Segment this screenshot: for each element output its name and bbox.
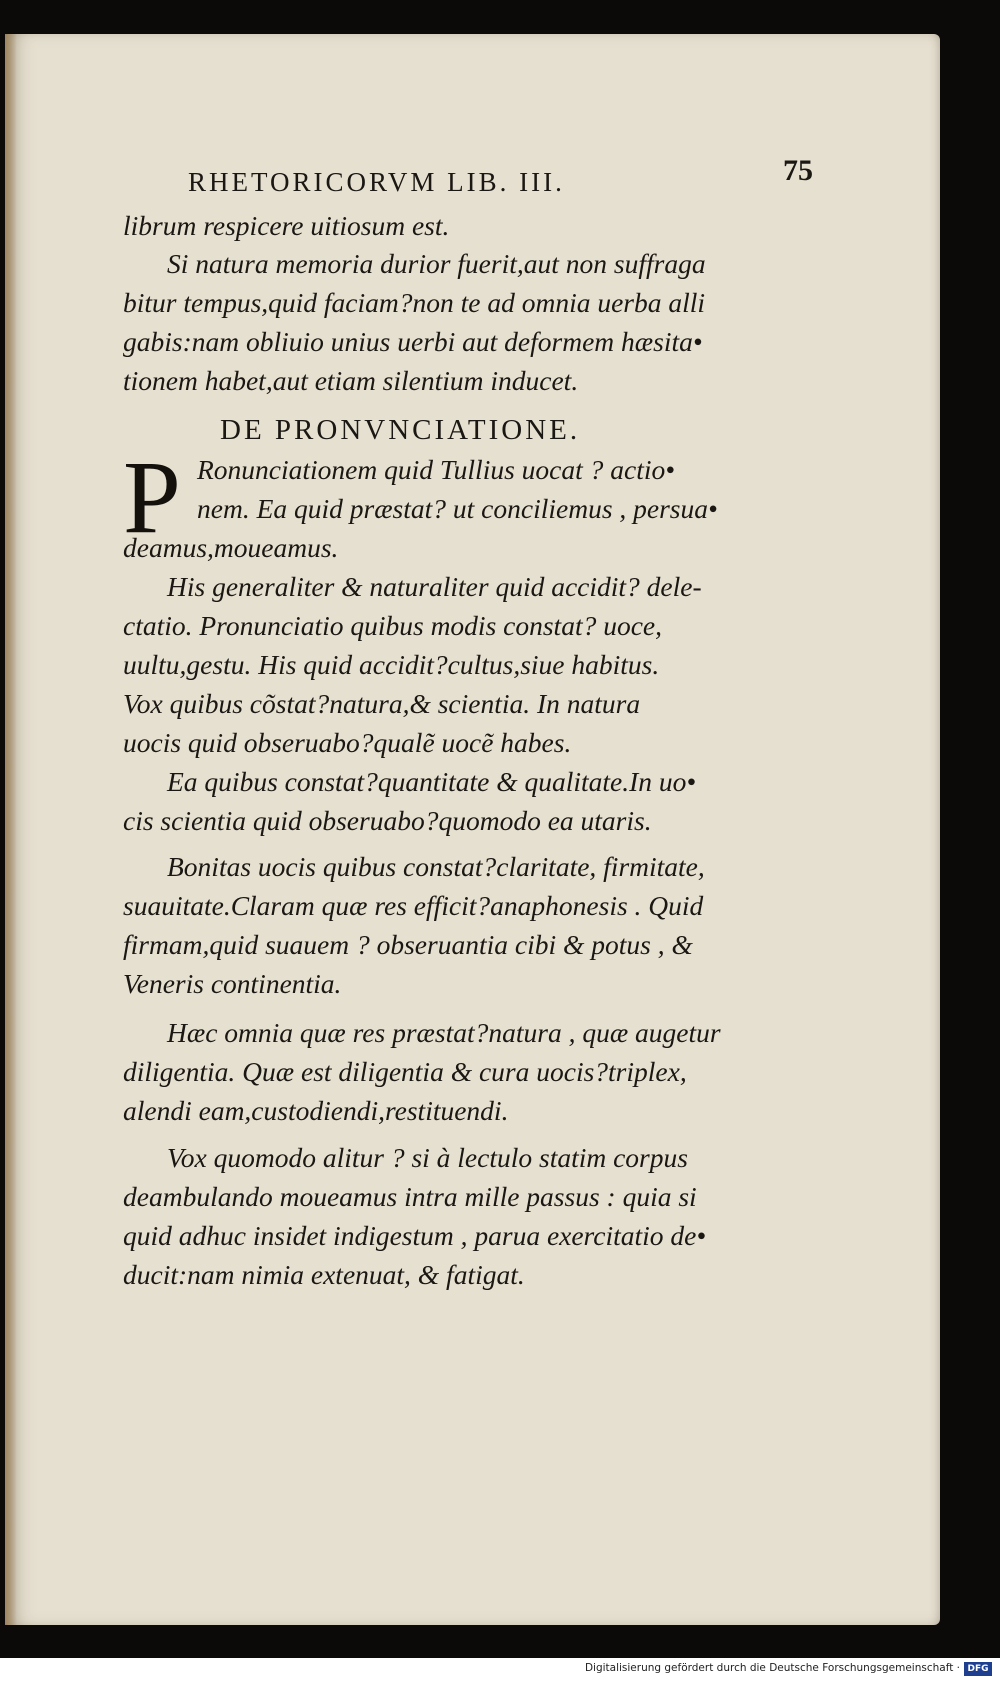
text-line: deamus,moueamus. [123, 532, 339, 563]
text-line: quid adhuc insidet indigestum , parua exercitatio de• [123, 1220, 706, 1251]
text-line: Vox quomodo alitur ? si à lectulo statim corpus [167, 1142, 688, 1173]
text-line: Ea quibus constat?quantitate & qualitate.In uo• [167, 766, 697, 797]
text-line: nem. Ea quid præstat? ut conciliemus , persua• [197, 493, 718, 524]
text-line: Si natura memoria durior fuerit,aut non suffraga [167, 248, 706, 279]
text-line: suauitate.Claram quæ res efficit?anaphonesis . Quid [123, 890, 704, 921]
running-head: RHETORICORVM LIB. III. [188, 167, 565, 197]
dfg-logo: DFG [964, 1662, 992, 1676]
text-line: Ronunciationem quid Tullius uocat ? actio• [197, 454, 675, 485]
book-page [5, 34, 940, 1625]
page-number: 75 [783, 154, 813, 187]
text-line: librum respicere uitiosum est. [123, 210, 450, 241]
text-line: diligentia. Quæ est diligentia & cura uocis?triplex, [123, 1056, 687, 1087]
footer-credit: Digitalisierung gefördert durch die Deutsche Forschungsgemeinschaft · [584, 1662, 960, 1674]
text-line: tionem habet,aut etiam silentium inducet. [123, 365, 579, 396]
text-line: deambulando moueamus intra mille passus : quia si [123, 1181, 697, 1212]
text-line: bitur tempus,quid faciam?non te ad omnia uerba alli [123, 287, 706, 318]
text-line: uocis quid obseruabo?qualẽ uocẽ habes. [123, 727, 572, 758]
text-line: ducit:nam nimia extenuat, & fatigat. [123, 1259, 525, 1290]
text-line: Hæc omnia quæ res præstat?natura , quæ augetur [167, 1017, 721, 1048]
text-line: gabis:nam obliuio unius uerbi aut deformem hæsita• [123, 326, 703, 357]
text-line: uultu,gestu. His quid accidit?cultus,siue habitus. [123, 649, 660, 680]
text-line: firmam,quid suauem ? obseruantia cibi & potus , & [123, 929, 693, 960]
digitization-footer [0, 1658, 1000, 1681]
page-text [5, 34, 940, 1625]
drop-capital: P [123, 440, 181, 555]
text-line: ctatio. Pronunciatio quibus modis constat? uoce, [123, 610, 663, 641]
text-line: cis scientia quid obseruabo?quomodo ea utaris. [123, 805, 652, 836]
text-line: Bonitas uocis quibus constat?claritate, firmitate, [167, 851, 705, 882]
text-line: His generaliter & naturaliter quid accidit? dele- [167, 571, 702, 602]
section-heading: DE PRONVNCIATIONE. [220, 414, 581, 446]
text-line: Vox quibus cõstat?natura,& scientia. In natura [123, 688, 641, 719]
text-line: alendi eam,custodiendi,restituendi. [123, 1095, 509, 1126]
text-line: Veneris continentia. [123, 968, 342, 999]
